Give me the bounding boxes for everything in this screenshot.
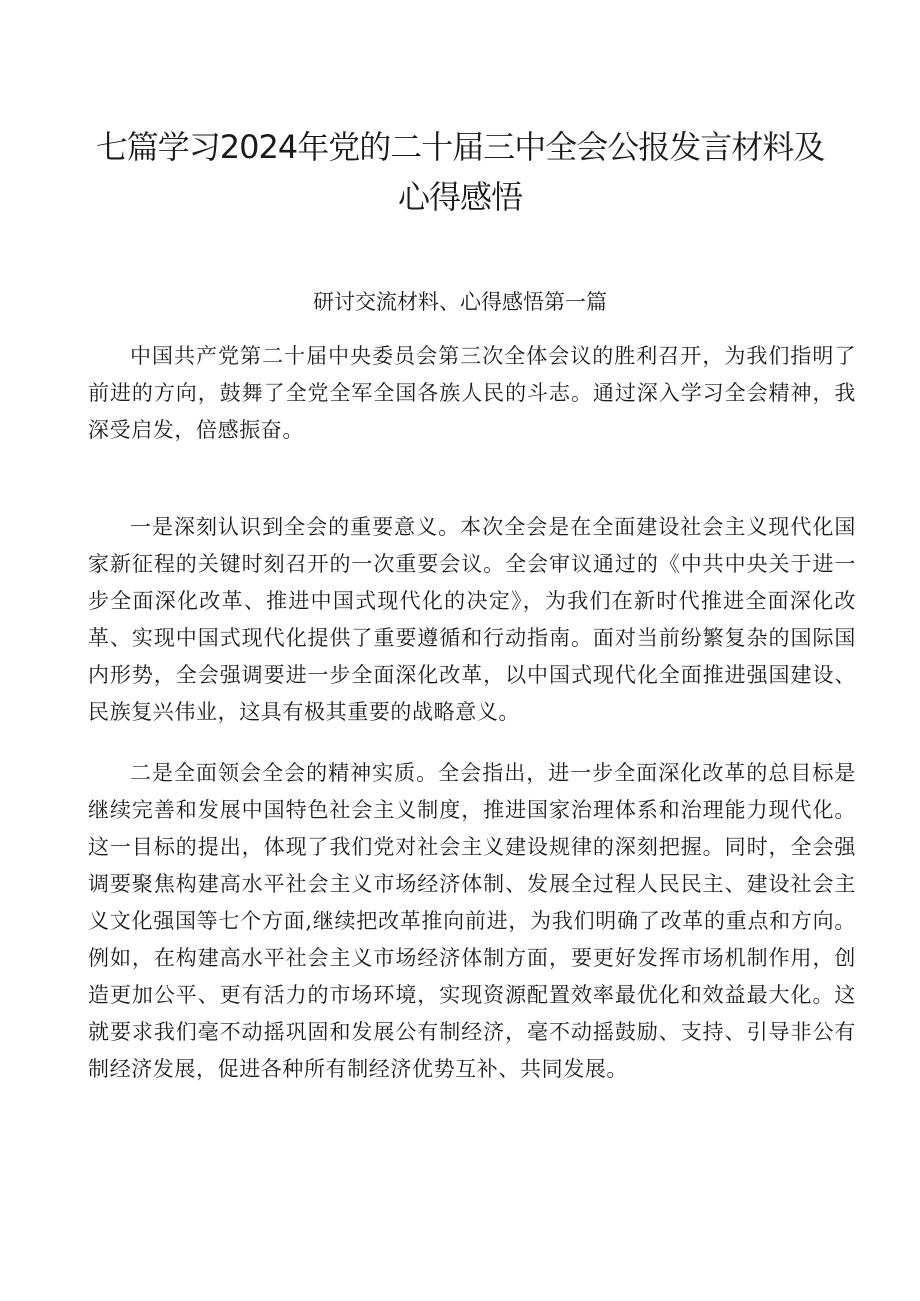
document-title-line-1: 七篇学习2024年党的二十届三中全会公报发言材料及 (95, 128, 825, 166)
paragraph-intro: 中国共产党第二十届中央委员会第三次全体会议的胜利召开，为我们指明了前进的方向，鼓舞了全党全军全国各族人民的斗志。通过深入学习全会精神，我深受启发，倍感振奋。 (88, 344, 856, 442)
paragraph-point-two: 二是全面领会全会的精神实质。全会指出，进一步全面深化改革的总目标是继续完善和发展中国特色社会主义制度，推进国家治理体系和治理能力现代化。这一目标的提出，体现了我们党对社会主义建设规律的深刻把握。同时，全会强调要聚焦构建高水平社会主义市场经济体制、发展全过程人民民主、建设社会主义文化强国等七个方面,继续把改革推向前进，为我们明确了改革的重点和方向。例如，在构建高水平社会主义市场经济体制方面，要更好发挥市场机制作用，创造更加公平、更有活力的市场环境，实现资源配置效率最优化和效益最大化。这就要求我们毫不动摇巩固和发展公有制经济，毫不动摇鼓励、支持、引导非公有制经济发展，促进各种所有制经济优势互补、共同发展。 (88, 761, 856, 1081)
paragraph-point-one: 一是深刻认识到全会的重要意义。本次全会是在全面建设社会主义现代化国家新征程的关键时刻召开的一次重要会议。全会审议通过的《中共中央关于进一步全面深化改革、推进中国式现代化的决定》，为我们在新时代推进全面深化改革、实现中国式现代化提供了重要遵循和行动指南。面对当前纷繁复杂的国际国内形势，全会强调要进一步全面深化改革，以中国式现代化全面推进强国建设、民族复兴伟业，这具有极其重要的战略意义。 (88, 515, 856, 724)
document-title-line-2: 心得感悟 (397, 178, 522, 216)
document-title (60, 122, 860, 222)
section-heading: 研讨交流材料、心得感悟第一篇 (313, 290, 607, 314)
